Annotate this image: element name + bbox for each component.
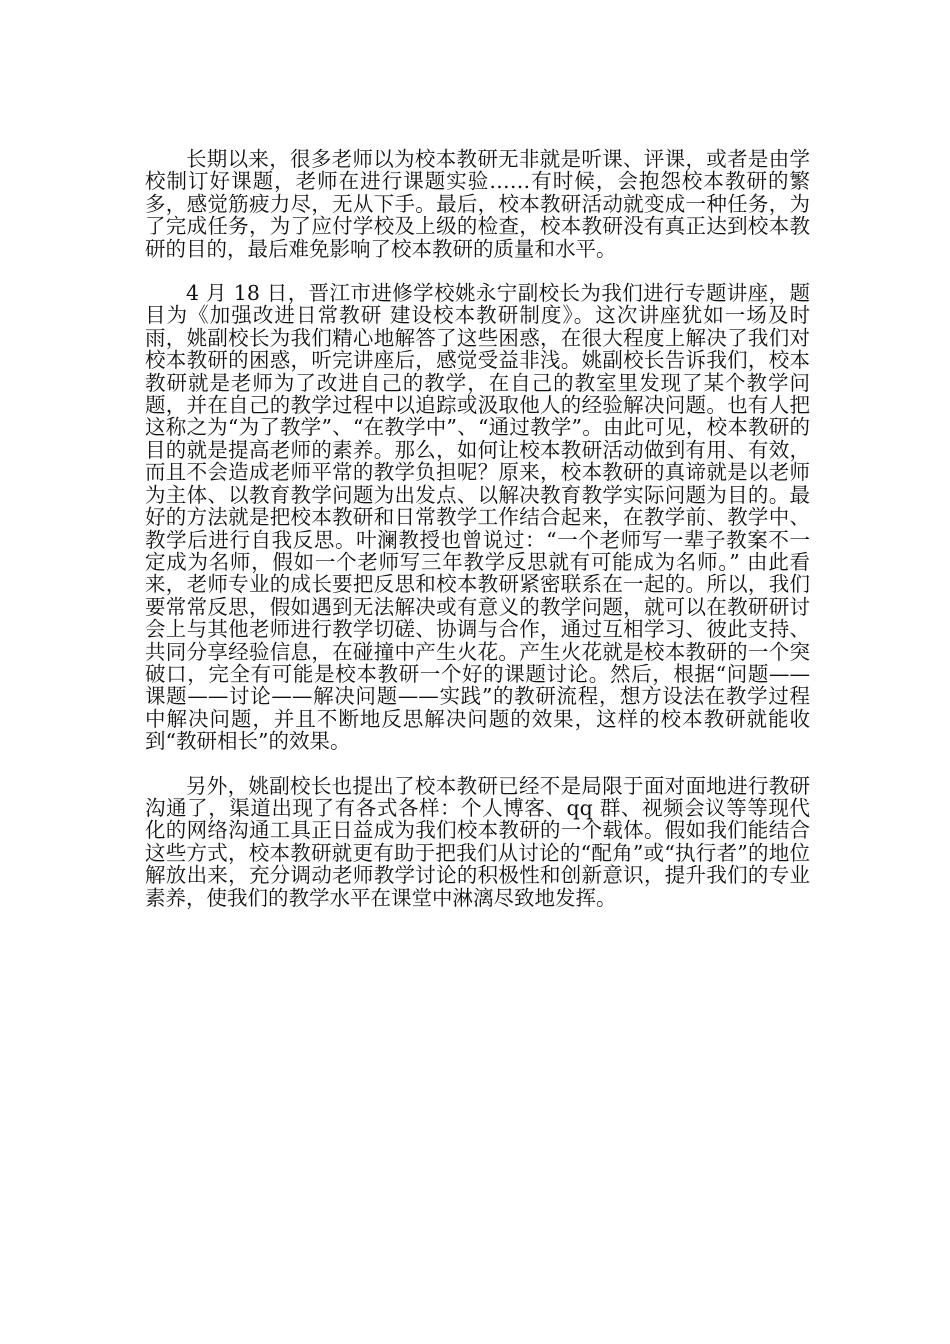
- document-body: [145, 148, 810, 909]
- paragraph-channels: 另外，姚副校长也提出了校本教研已经不是局限于面对面地进行教研沟通了，渠道出现了有各式各样：个人博客、qq 群、视频会议等等现代化的网络沟通工具正日益成为我们校本教研的一个载体。假如我们能结合这些方式，校本教研就更有助于把我们从讨论的“配角”或“执行者”的地位解放出来，充分调动老师教学讨论的积极性和创新意识，提升我们的专业素养，使我们的教学水平在课堂中淋漓尽致地发挥。: [145, 773, 810, 910]
- paragraph-intro: 长期以来，很多老师以为校本教研无非就是听课、评课，或者是由学校制订好课题，老师在进行课题实验……有时候，会抱怨校本教研的繁多，感觉筋疲力尽，无从下手。最后，校本教研活动就变成一种任务，为了完成任务，为了应付学校及上级的检查，校本教研没有真正达到校本教研的目的，最后难免影响了校本教研的质量和水平。: [145, 147, 810, 261]
- paragraph-lecture: 4 月 18 日，晋江市进修学校姚永宁副校长为我们进行专题讲座，题目为《加强改进日常教研 建设校本教研制度》。这次讲座犹如一场及时雨，姚副校长为我们精心地解答了这些困惑，在很大程度上解决了我们对校本教研的困惑，听完讲座后，感觉受益非浅。姚副校长告诉我们，校本教研就是老师为了改进自己的教学，在自己的教室里发现了某个教学问题，并在自己的教学过程中以追踪或汲取他人的经验解决问题。也有人把这称之为“为了教学”、“在教学中”、“通过教学”。由此可见，校本教研的目的就是提高老师的素养。那么，如何让校本教研活动做到有用、有效，而且不会造成老师平常的教学负担呢？原来，校本教研的真谛就是以老师为主体、以教育教学问题为出发点、以解决教育教学实际问题为目的。最好的方法就是把校本教研和日常教学工作结合起来，在教学前、教学中、教学后进行自我反思。叶澜教授也曾说过：“一个老师写一辈子教案不一定成为名师，假如一个老师写三年教学反思就有可能成为名师。” 由此看来，老师专业的成长要把反思和校本教研紧密联系在一起的。所以，我们要常常反思，假如遇到无法解决或有意义的教学问题，就可以在教研研讨会上与其他老师进行教学切磋、协调与合作，通过互相学习、彼此支持、共同分享经验信息，在碰撞中产生火花。产生火花就是校本教研的一个突破口，完全有可能是校本教研一个好的课题讨论。然后，根据“问题——课题——讨论——解决问题——实践”的教研流程，想方设法在教学过程中解决问题，并且不断地反思解决问题的效果，这样的校本教研就能收到“教研相长”的效果。: [145, 281, 810, 754]
